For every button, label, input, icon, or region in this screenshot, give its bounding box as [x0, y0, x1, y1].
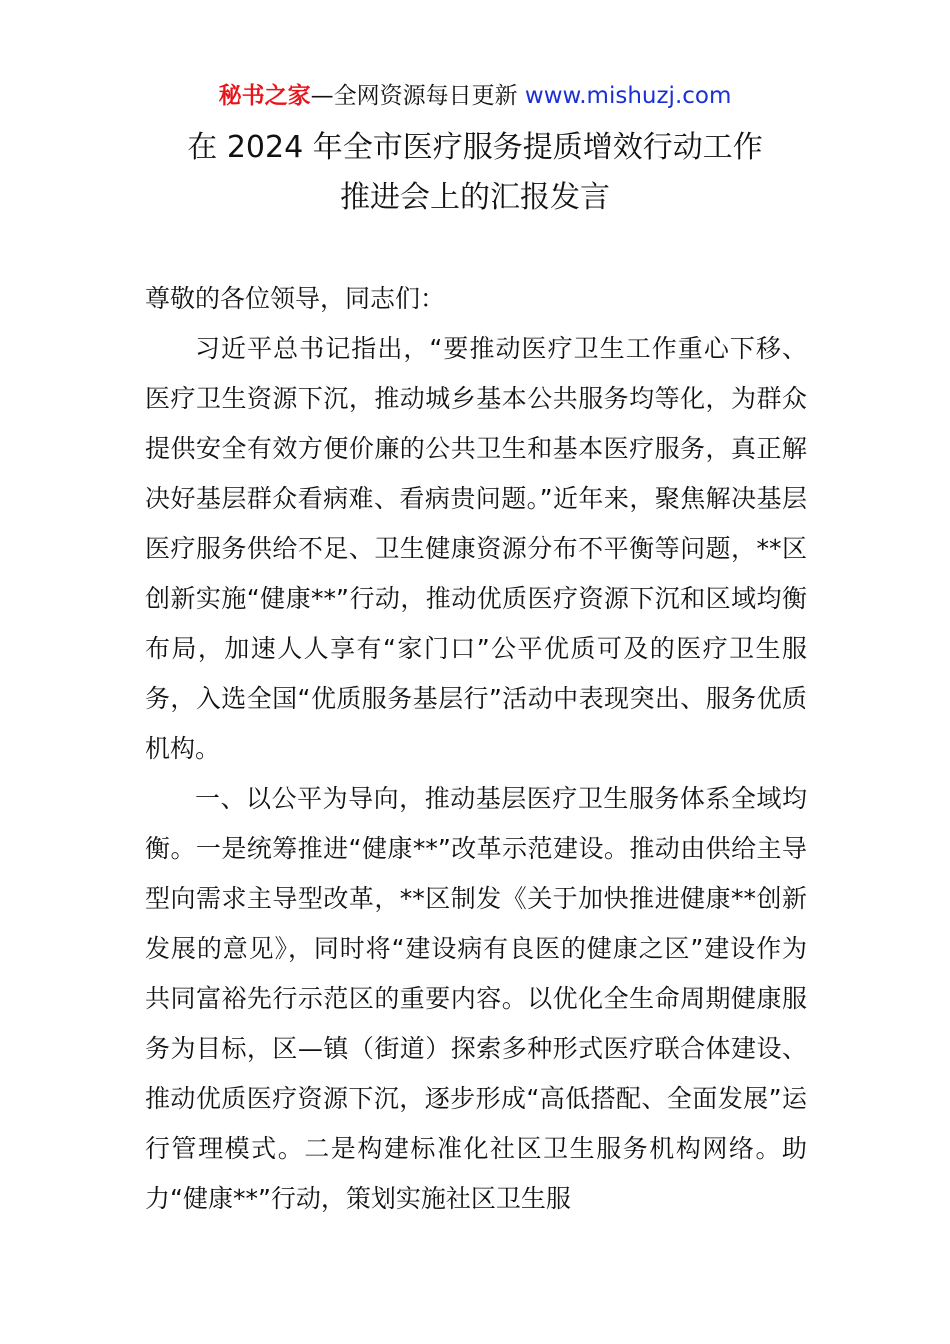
- document-title-line-2: 推进会上的汇报发言: [340, 180, 610, 215]
- paragraph-section-1: 一、以公平为导向，推动基层医疗卫生服务体系全域均衡。一是统筹推进“健康**”改革示范建设。推动由供给主导型向需求主导型改革，**区制发《关于加快推进健康**创新发展的意见》，同时将“建设病有良医的健康之区”建设作为共同富裕先行示范区的重要内容。以优化全生命周期健康服务为目标，区—镇（街道）探索多种形式医疗联合体建设、推动优质医疗资源下沉，逐步形成“高低搭配、全面发展”运行管理模式。二是构建标准化社区卫生服务机构网络。助力“健康**”行动，策划实施社区卫生服: [145, 784, 807, 1213]
- document-title-line-1: 在 2024 年全市医疗服务提质增效行动工作: [187, 130, 763, 165]
- site-header: [0, 80, 950, 112]
- salutation: 尊敬的各位领导，同志们：: [145, 284, 446, 313]
- site-url[interactable]: www.mishuzj.com: [524, 83, 732, 109]
- brand-name: 秘书之家: [218, 83, 311, 109]
- header-tagline: —全网资源每日更新: [310, 83, 525, 109]
- paragraph-intro: 习近平总书记指出，“要推动医疗卫生工作重心下移、医疗卫生资源下沉，推动城乡基本公共服务均等化，为群众提供安全有效方便价廉的公共卫生和基本医疗服务，真正解决好基层群众看病难、看病贵问题。”近年来，聚焦解决基层医疗服务供给不足、卫生健康资源分布不平衡等问题，**区创新实施“健康**”行动，推动优质医疗资源下沉和区域均衡布局，加速人人享有“家门口”公平优质可及的医疗卫生服务，入选全国“优质服务基层行”活动中表现突出、服务优质机构。: [145, 334, 807, 763]
